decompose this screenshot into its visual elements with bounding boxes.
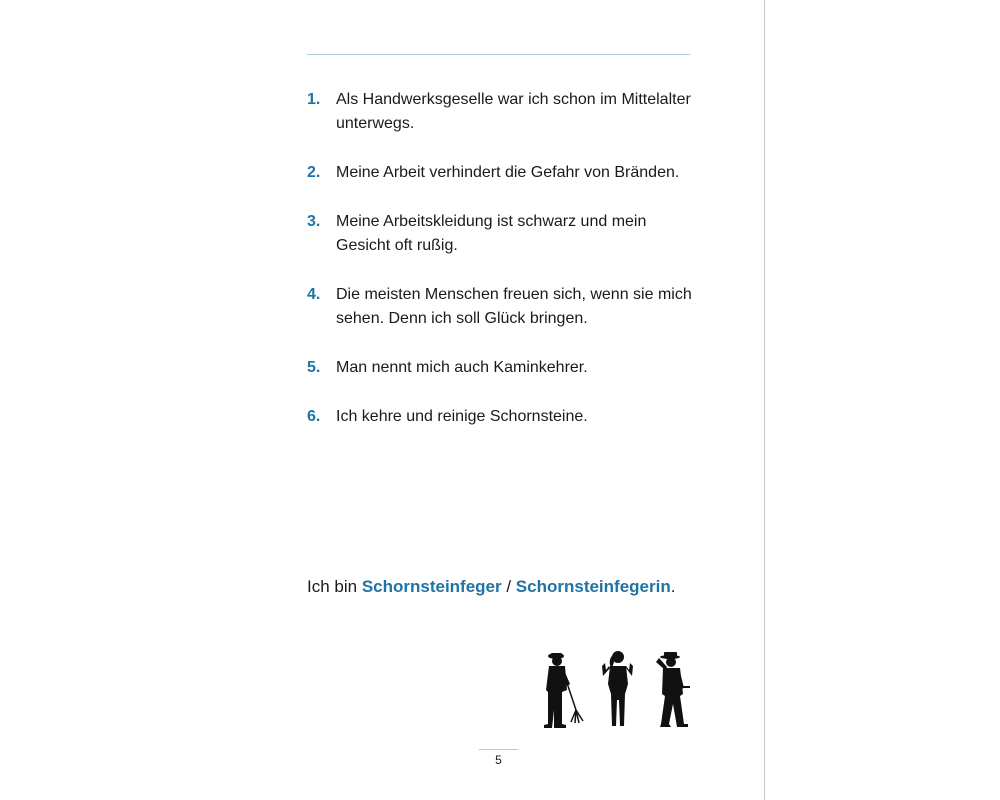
page-edge (764, 0, 765, 800)
top-divider (307, 54, 690, 55)
clue-number: 5. (307, 359, 321, 376)
clue-item (307, 405, 707, 429)
answer-word-female: Schornsteinfegerin (515, 577, 671, 596)
clue-number: 4. (307, 286, 321, 303)
clue-item (307, 356, 707, 380)
clue-number: 6. (307, 408, 321, 425)
chimney-sweep-thumbs-up-icon (598, 650, 638, 728)
clue-text: Meine Arbeitskleidung ist schwarz und mein Gesicht oft rußig. (336, 213, 647, 254)
chimney-sweep-saluting-icon (650, 650, 700, 728)
clue-item (307, 88, 707, 136)
answer-word-male: Schornsteinfeger (361, 577, 502, 596)
chimney-sweep-with-broom-icon (540, 650, 588, 728)
clue-text: Meine Arbeit verhindert die Gefahr von Bränden. (336, 164, 680, 181)
clue-item (307, 161, 707, 185)
chimney-sweep-illustration (540, 650, 700, 730)
answer-prefix: Ich bin (307, 577, 362, 596)
clue-text: Als Handwerksgeselle war ich schon im Mittelalter unterwegs. (336, 91, 691, 132)
clue-text: Man nennt mich auch Kaminkehrer. (336, 359, 588, 376)
clue-item (307, 283, 707, 331)
clue-text: Die meisten Menschen freuen sich, wenn sie mich sehen. Denn ich soll Glück bringen. (336, 286, 692, 327)
answer-suffix: . (670, 577, 676, 596)
clue-number: 1. (307, 91, 321, 108)
answer-sentence (307, 575, 675, 599)
clue-number: 3. (307, 213, 321, 230)
answer-separator: / (501, 577, 516, 596)
clue-text: Ich kehre und reinige Schornsteine. (336, 408, 588, 425)
footer-divider (479, 749, 518, 750)
page-number: 5 (495, 753, 502, 767)
clue-number: 2. (307, 164, 321, 181)
clue-item (307, 210, 707, 258)
